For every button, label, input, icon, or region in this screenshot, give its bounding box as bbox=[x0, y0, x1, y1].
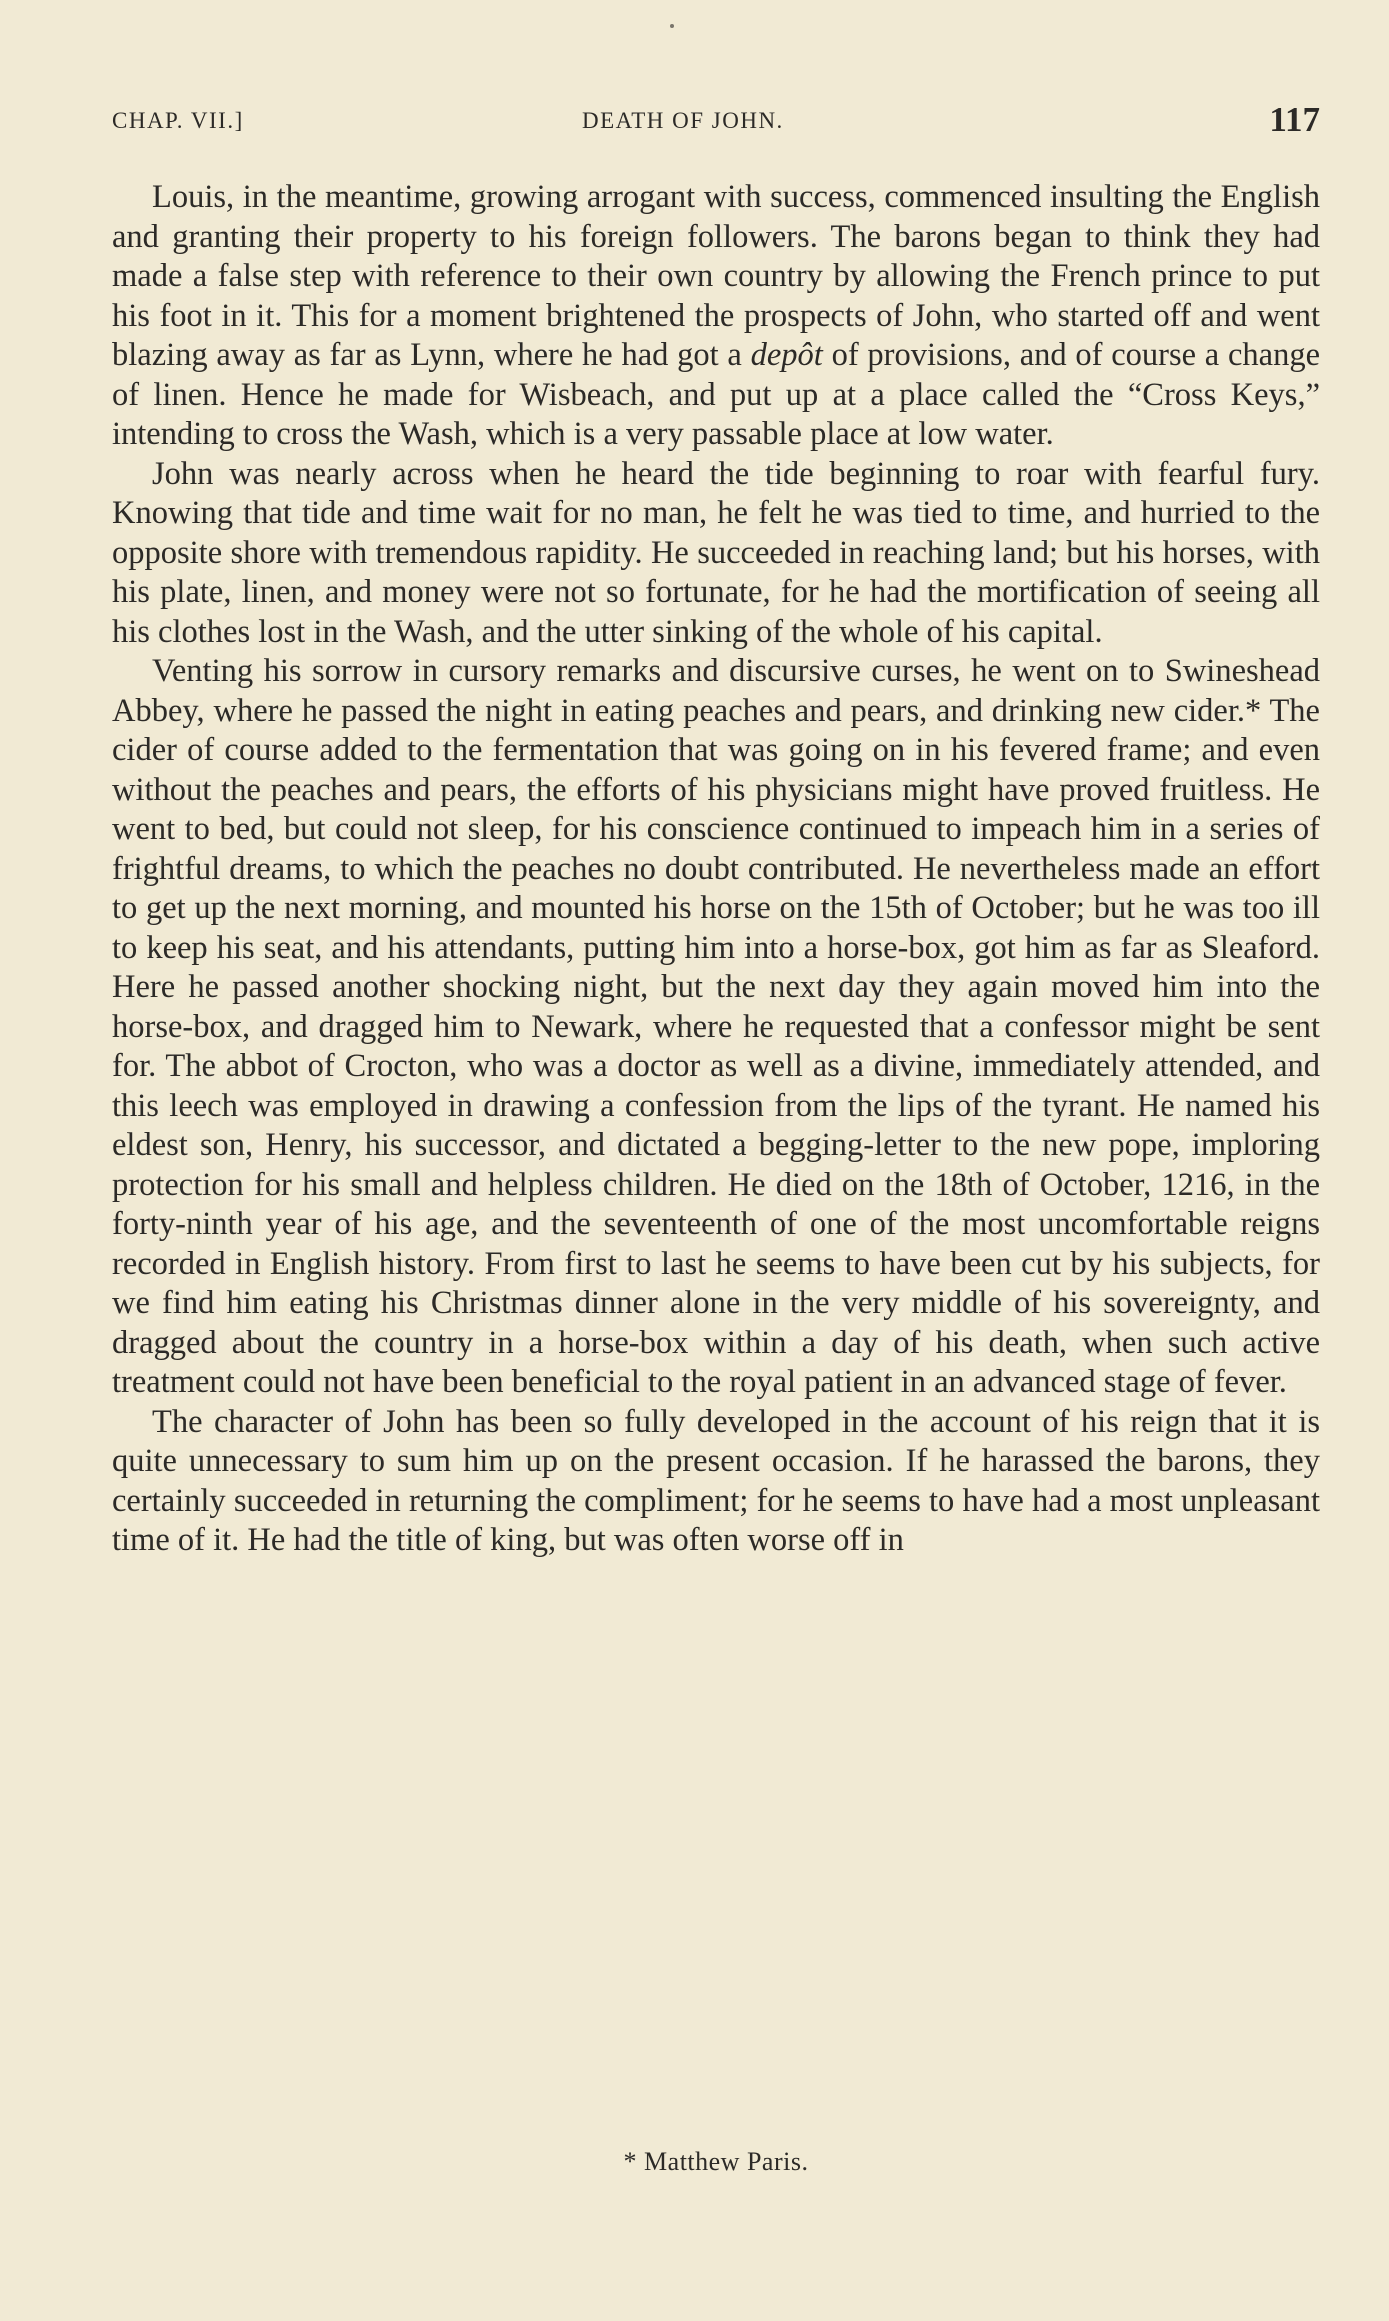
paragraph-louis-text-before: Louis, in the meantime, growing arrogant with success, commenced insulting the English and granting their property to his foreign followers. The barons began to think they had made a false step with reference to their own country by allowing the French prince to put his foot in it. This for a moment brightened the prospects of John, who started off and went blazing away as far as Lynn, where he had got a bbox=[112, 179, 1320, 373]
chapter-label: CHAP. VII.] bbox=[112, 108, 244, 133]
body-text bbox=[112, 178, 1320, 1561]
paragraph-death-of-john: Venting his sorrow in cursory remarks and discursive curses, he went on to Swineshead Abbey, where he passed the night in eating peaches and pears, and drinking new cider.* The cider of course added to the fermentation that was going on in his fevered frame; and even without the peaches and pears, the efforts of his physicians might have proved fruitless. He went to bed, but could not sleep, for his conscience continued to impeach him in a series of frightful dreams, to which the peaches no doubt contributed. He nevertheless made an effort to get up the next morning, and mounted his horse on the 15th of October; but he was too ill to keep his seat, and his attendants, putting him into a horse-box, got him as far as Sleaford. Here he passed another shocking night, but the next day they again moved him into the horse-box, and dragged him to Newark, where he requested that a confessor might be sent for. The abbot of Crocton, who was a doctor as well as a divine, immediately attended, and this leech was employed in drawing a confession from the lips of the tyrant. He named his eldest son, Henry, his successor, and dictated a begging-letter to the new pope, imploring protection for his small and helpless children. He died on the 18th of October, 1216, in the forty-ninth year of his age, and the seventeenth of one of the most uncomfortable reigns recorded in English history. From first to last he seems to have been cut by his subjects, for we find him eating his Christmas dinner alone in the very middle of his sovereignty, and dragged about the country in a horse-box within a day of his death, when such active treatment could not have been beneficial to the royal patient in an advanced stage of fever. bbox=[112, 653, 1320, 1400]
page-number: 117 bbox=[1269, 100, 1320, 139]
paragraph-louis-text-after: of provisions, and of course a change of linen. Hence he made for Wisbeach, and put up at a place called the “Cross Keys,” intending to cross the Wash, which is a very passable place at low water. bbox=[112, 337, 1320, 452]
paragraph-character-of-john: The character of John has been so fully developed in the account of his reign that it is quite unnecessary to sum him up on the present occasion. If he harassed the barons, they certainly succeeded in returning the compliment; for he seems to have had a most unpleasant time of it. He had the title of king, but was often worse off in bbox=[112, 1403, 1320, 1558]
running-title: DEATH OF JOHN. bbox=[582, 108, 784, 133]
footnote: * Matthew Paris. bbox=[623, 2147, 809, 2176]
page-speck bbox=[670, 24, 674, 28]
italic-word-depot: depôt bbox=[750, 337, 823, 373]
book-page bbox=[112, 0, 1320, 2321]
running-header bbox=[112, 100, 1320, 148]
paragraph-louis bbox=[112, 178, 1320, 455]
paragraph-wash-crossing: John was nearly across when he heard the tide beginning to roar with fearful fury. Knowing that tide and time wait for no man, he felt he was tied to time, and hurried to the opposite shore with tremendous rapidity. He succeeded in reaching land; but his horses, with his plate, linen, and money were not so fortunate, for he had the mortification of seeing all his clothes lost in the Wash, and the utter sinking of the whole of his capital. bbox=[112, 455, 1320, 650]
